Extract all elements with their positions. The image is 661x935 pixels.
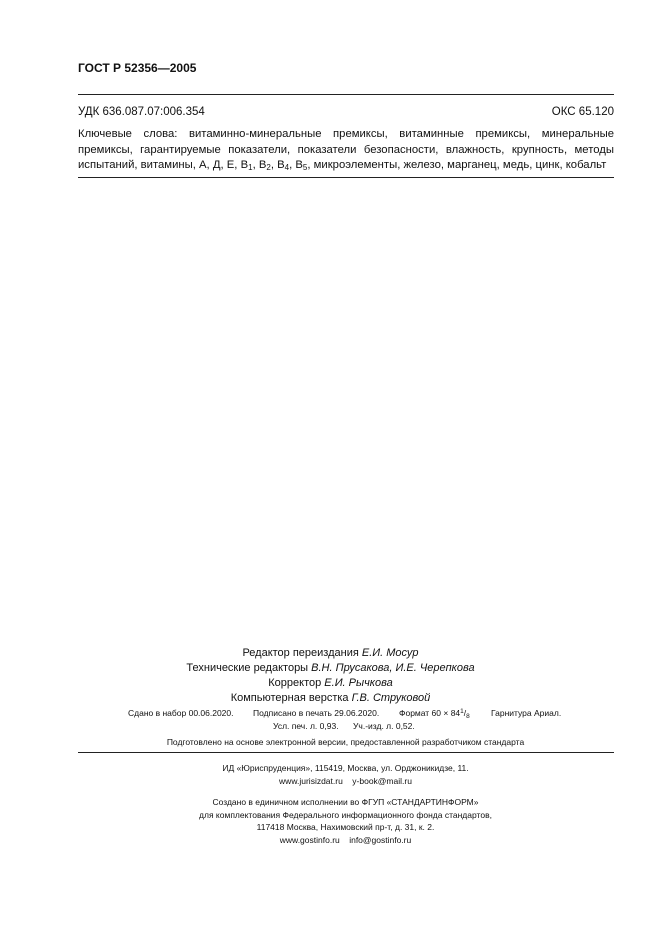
publisher-email: y-book@mail.ru	[352, 775, 412, 786]
format-value: Формат 60 × 84	[399, 708, 461, 718]
credits-block	[0, 646, 661, 706]
keywords-text: Ключевые слова: витаминно-минеральные премиксы, витаминные премиксы, минеральные премиксы, гарантируемые показатели, показатели безопасности, влажность, крупность, методы испытаний, витамины, А, Д, Е, В	[78, 128, 614, 171]
top-divider	[78, 94, 614, 95]
credit-name: Г.В. Струковой	[351, 692, 431, 704]
footer-divider	[78, 752, 614, 753]
creator-address: 117418 Москва, Нахимовский пр-т, д. 31, к. 2.	[256, 822, 435, 833]
credit-role: Технические редакторы	[186, 662, 309, 674]
credit-role: Редактор переиздания	[242, 647, 359, 659]
prepared-note: Подготовлено на основе электронной версии, предоставленной разработчиком стандарта	[166, 737, 525, 747]
credit-name: Е.И. Рычкова	[324, 677, 393, 689]
publisher-block	[0, 762, 661, 787]
imprint-edit-sheets: Уч.-изд. л. 0,52.	[353, 721, 415, 731]
oks-code: ОКС 65.120	[551, 106, 614, 118]
format-slash: /	[463, 708, 467, 718]
format-denominator: 8	[466, 713, 470, 720]
keyword-subscript: 5	[302, 163, 308, 172]
imprint-typeface: Гарнитура Ариал.	[491, 708, 562, 718]
imprint-signed: Подписано в печать 29.06.2020.	[253, 708, 380, 718]
imprint-sent: Сдано в набор 00.06.2020.	[128, 708, 234, 718]
format-numerator: 1	[460, 708, 464, 715]
creator-block	[0, 796, 661, 846]
keywords-divider	[78, 177, 614, 178]
keyword-subscript: 4	[284, 163, 290, 172]
publisher-contacts	[0, 775, 661, 788]
creator-line: для комплектования Федерального информационного фонда стандартов,	[199, 809, 492, 820]
credit-proofreader	[0, 676, 661, 691]
credit-name: В.Н. Прусакова, И.Е. Черепкова	[311, 662, 475, 674]
keywords-tail: , микроэлементы, железо, марганец, медь, цинк, кобальт	[307, 159, 607, 171]
credit-tech-editors	[0, 661, 661, 676]
credit-layout	[0, 691, 661, 706]
credit-role: Компьютерная верстка	[230, 692, 349, 704]
udk-code: УДК 636.087.07:006.354	[78, 106, 205, 118]
document-number: ГОСТ Р 52356—2005	[78, 61, 197, 75]
creator-line: Создано в единичном исполнении во ФГУП «СТАНДАРТИНФОРМ»	[212, 797, 479, 807]
imprint-print-sheets: Усл. печ. л. 0,93.	[273, 721, 339, 731]
credit-editor	[0, 646, 661, 661]
credit-name: Е.И. Мосур	[361, 647, 419, 659]
creator-site: www.gostinfo.ru	[279, 834, 340, 845]
creator-email: info@gostinfo.ru	[349, 834, 412, 845]
credit-role: Корректор	[268, 677, 322, 689]
creator-contacts	[0, 834, 661, 847]
publisher-site: www.jurisizdat.ru	[279, 775, 343, 786]
keywords-paragraph: Ключевые слова: витаминно-минеральные премиксы, витаминные премиксы, минеральные премиксы, гарантируемые показатели, показатели безопасности, влажность, крупность, методы испытаний, витамины, А, Д, Е, $В_1$, $В_2$, $В_4$, $В_5$, микроэлементы, железо, марганец, медь, цинк, кобальт	[78, 128, 614, 172]
imprint-format	[399, 708, 470, 718]
keyword-subscript: 1	[248, 163, 253, 172]
publisher-address: ИД «Юриспруденция», 115419, Москва, ул. Орджоникидзе, 11.	[222, 763, 469, 773]
keyword-subscript: 2	[266, 163, 271, 172]
